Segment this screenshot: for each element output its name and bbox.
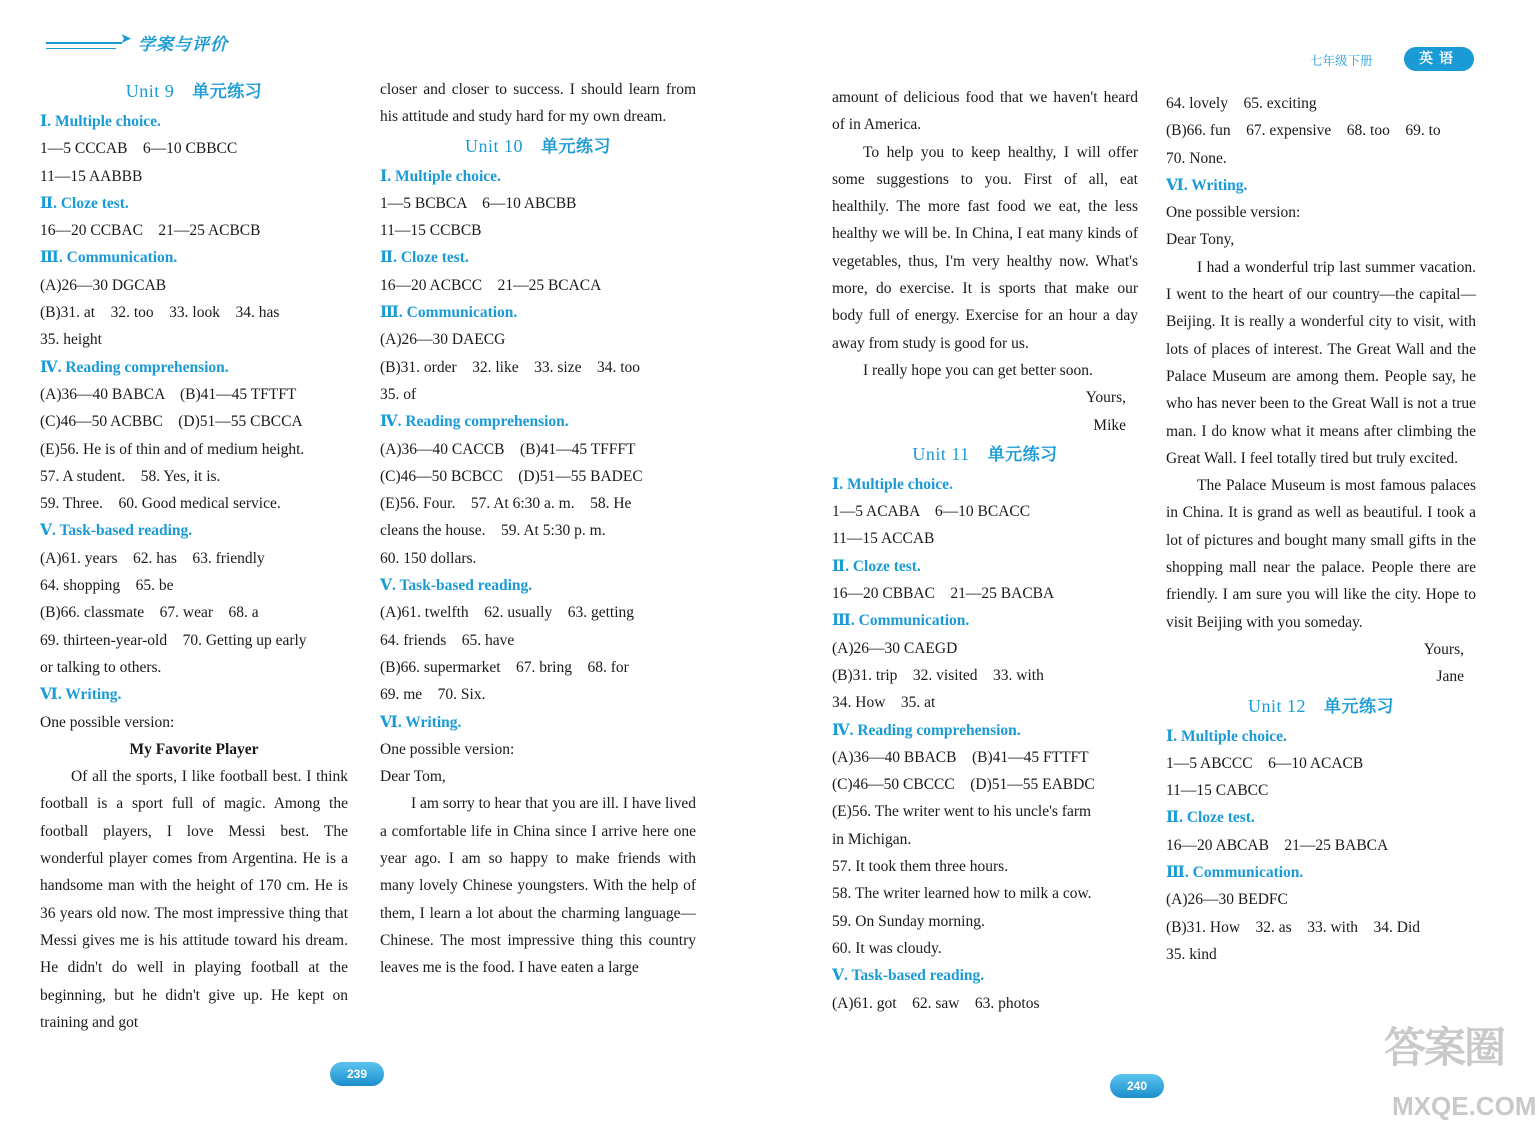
section-heading: Ⅴ. Task-based reading. — [832, 967, 985, 985]
answer-line: (C)46—50 CBCCC (D)51—55 EABDC — [832, 776, 1095, 794]
answer-line: (A)61. got 62. saw 63. photos — [832, 994, 1040, 1012]
section-heading: Ⅱ. Cloze test. — [40, 194, 129, 212]
letter-paragraph: The Palace Museum is most famous palaces in China. It is grand as well as beautiful. I took a lot of pictures and bought many small gifts in the shopping mall near the palace. People there are friendly. I am sure you will like the city. Hope to visit Beijing with you someday. — [1166, 477, 1476, 631]
section-heading: Ⅲ. Communication. — [1166, 864, 1304, 882]
answer-line: (C)46—50 BCBCC (D)51—55 BADEC — [380, 467, 643, 485]
answer-line: 11—15 AABBB — [40, 167, 143, 185]
answer-line: (A)26—30 BEDFC — [1166, 891, 1288, 909]
section-heading: Ⅰ. Multiple choice. — [40, 113, 161, 130]
answer-line: (A)61. years 62. has 63. friendly — [40, 549, 265, 567]
answer-line: 64. lovely 65. exciting — [1166, 95, 1317, 112]
answer-line: 58. The writer learned how to milk a cow. — [832, 885, 1092, 903]
answer-line: (A)61. twelfth 62. usually 63. getting — [380, 604, 634, 622]
arrow-icon: ➤ — [120, 31, 132, 47]
answer-line: 11—15 CABCC — [1166, 782, 1269, 800]
page-number-right: 240 — [1110, 1074, 1164, 1098]
answer-line: 60. It was cloudy. — [832, 939, 942, 957]
section-heading: Ⅵ. Writing. — [40, 686, 122, 704]
answer-line: 35. of — [380, 385, 417, 403]
answer-line: 1—5 BCBCA 6—10 ABCBB — [380, 194, 577, 212]
answer-line: 16—20 CBBAC 21—25 BACBA — [832, 585, 1055, 603]
unit-11-heading — [832, 439, 1138, 471]
section-heading: Ⅴ. Task-based reading. — [380, 577, 533, 595]
answer-line: (B)66. supermarket 67. bring 68. for — [380, 658, 629, 676]
answer-line: or talking to others. — [40, 658, 162, 676]
unit-title: Unit 11 — [912, 443, 970, 464]
answer-line: 59. Three. 60. Good medical service. — [40, 495, 281, 513]
section-heading: Ⅴ. Task-based reading. — [40, 522, 193, 540]
watermark-text: 答案圈 — [1384, 1023, 1505, 1072]
answer-line: One possible version: — [1166, 204, 1301, 222]
header-rule-thin — [46, 48, 116, 49]
page-number-left: 239 — [330, 1062, 384, 1086]
answer-line: 57. It took them three hours. — [832, 858, 1009, 876]
unit-9-heading — [40, 76, 348, 108]
answer-line: (E)56. Four. 57. At 6:30 a. m. 58. He — [380, 495, 632, 513]
answer-line: 16—20 ACBCC 21—25 BCACA — [380, 276, 602, 294]
section-heading: Ⅱ. Cloze test. — [832, 557, 921, 575]
section-heading: Ⅲ. Communication. — [832, 612, 970, 630]
answer-line: 1—5 ACABA 6—10 BCACC — [832, 503, 1031, 521]
letter-paragraph-continued: amount of delicious food that we haven't heard of in America. — [832, 89, 1138, 134]
unit-title: Unit 12 — [1247, 695, 1306, 716]
letter-paragraph: To help you to keep healthy, I will offer some suggestions to you. First of all, eat healthily. The more fast food we eat, the less healthy we will be. In China, I eat many kinds of vegetables, thus, I'm very healthy now. What's more, do exercise. It is sports that make our body full of energy. Exercise for an hour a day away from study is good for us. — [832, 143, 1138, 352]
section-heading: Ⅲ. Communication. — [40, 249, 178, 267]
answer-line: in Michigan. — [832, 830, 912, 848]
section-heading: Ⅱ. Cloze test. — [380, 249, 469, 267]
answer-line: One possible version: — [40, 713, 175, 731]
unit-subtitle: 单元练习 — [987, 444, 1058, 465]
section-heading: Ⅳ. Reading comprehension. — [380, 413, 569, 431]
answer-line: 1—5 ABCCC 6—10 ACACB — [1166, 754, 1364, 772]
column-2 — [380, 76, 696, 982]
answer-line: 34. How 35. at — [832, 694, 936, 712]
header-subject-badge: 英语 — [1404, 47, 1474, 71]
answer-line: 59. On Sunday morning. — [832, 912, 985, 930]
answer-line: 35. kind — [1166, 945, 1217, 963]
page-header-left — [46, 27, 256, 57]
answer-line: (B)31. trip 32. visited 33. with — [832, 666, 1044, 684]
column-4 — [1166, 90, 1476, 968]
section-heading: Ⅲ. Communication. — [380, 304, 518, 322]
unit-title: Unit 10 — [464, 135, 523, 156]
answer-line: 64. friends 65. have — [380, 631, 515, 649]
letter-paragraph: I had a wonderful trip last summer vacation. I went to the heart of our country—the capital—Beijing. It is really a wonderful city to visit, with lots of places of interest. The Great Wall and the Palace Museum are among them. People say, he who has never been to the Great Wall is not a true man. I do know what it means after climbing the Great Wall. I feel totally tired but truly excited. — [1166, 258, 1476, 467]
answer-line: 69. me 70. Six. — [380, 686, 486, 704]
answer-line: 60. 150 dollars. — [380, 549, 477, 567]
unit-12-heading — [1166, 691, 1476, 723]
letter-signature: Mike — [1093, 416, 1126, 434]
section-heading: Ⅵ. Writing. — [1166, 176, 1248, 194]
section-heading: Ⅱ. Cloze test. — [1166, 809, 1255, 827]
answer-line: 69. thirteen-year-old 70. Getting up early — [40, 631, 307, 649]
answer-line: (A)36—40 BBACB (B)41—45 FTTFT — [832, 748, 1089, 766]
answer-line: 16—20 ABCAB 21—25 BABCA — [1166, 836, 1389, 854]
answer-line: 1—5 CCCAB 6—10 CBBCC — [40, 140, 238, 158]
answer-line: 57. A student. 58. Yes, it is. — [40, 467, 221, 485]
unit-subtitle: 单元练习 — [192, 82, 263, 102]
answer-line: (A)36—40 CACCB (B)41—45 TFFFT — [380, 440, 636, 458]
answer-line: 64. shopping 65. be — [40, 577, 174, 595]
watermark-url: MXQE.COM — [1392, 1091, 1536, 1121]
answer-line: (B)31. How 32. as 33. with 34. Did — [1166, 918, 1421, 936]
letter-signature: Jane — [1436, 668, 1464, 686]
answer-line: (E)56. The writer went to his uncle's farm — [832, 803, 1092, 821]
unit-title: Unit 9 — [125, 81, 175, 101]
unit-subtitle: 单元练习 — [541, 136, 611, 157]
answer-line: (B)31. order 32. like 33. size 34. too — [380, 358, 641, 376]
answer-line: (A)26—30 CAEGD — [832, 639, 958, 657]
answer-line: 35. height — [40, 331, 102, 349]
answer-line: (A)26—30 DGCAB — [40, 276, 167, 294]
section-heading: Ⅳ. Reading comprehension. — [40, 358, 229, 376]
section-heading: Ⅰ. Multiple choice. — [832, 475, 953, 493]
header-book-title: 学案与评价 — [138, 35, 228, 55]
column-1 — [40, 76, 348, 1036]
answer-line: cleans the house. 59. At 5:30 p. m. — [380, 522, 606, 540]
answer-line: (A)26—30 DAECG — [380, 331, 506, 349]
unit-subtitle: 单元练习 — [1324, 696, 1394, 717]
section-heading: Ⅳ. Reading comprehension. — [832, 721, 1021, 739]
answer-line: One possible version: — [380, 740, 515, 758]
column-3 — [832, 84, 1138, 1017]
section-heading: Ⅰ. Multiple choice. — [380, 167, 501, 185]
answer-line: 11—15 CCBCB — [380, 222, 482, 240]
header-grade: 七年级下册 — [1310, 53, 1373, 68]
letter-salutation: Dear Tony, — [1166, 231, 1235, 249]
essay-paragraph-continued: closer and closer to success. I should learn from his attitude and study hard for my own dream. — [380, 81, 696, 126]
answer-line: (C)46—50 ACBBC (D)51—55 CBCCA — [40, 413, 303, 431]
watermark-logo — [1384, 1015, 1534, 1131]
answer-line: (B)66. fun 67. expensive 68. too 69. to — [1166, 122, 1441, 140]
answer-line: 11—15 ACCAB — [832, 530, 935, 548]
section-heading: Ⅵ. Writing. — [380, 713, 462, 731]
answer-line: (E)56. He is of thin and of medium height. — [40, 440, 305, 458]
section-heading: Ⅰ. Multiple choice. — [1166, 727, 1287, 745]
letter-paragraph: I am sorry to hear that you are ill. I have lived a comfortable life in China since I arrive here one year ago. I am so happy to make friends with many lovely Chinese youngsters. With the help of them, I learn a lot about the charming language—Chinese. The most impressive thing this country leaves me is the food. I have eaten a large — [380, 795, 696, 977]
header-rule — [46, 42, 122, 44]
essay-paragraph: Of all the sports, I like football best. I think football is a sport full of magic. Among the football players, I love Messi best. The wonderful player comes from Argentina. He is a handsome man with the height of 170 cm. He is 36 years old now. The most impressive thing that Messi gives me is his attitude toward his dream. He didn't do well in playing football at the beginning, but he didn't give up. He kept on training and got — [40, 768, 348, 1031]
answer-line: 16—20 CCBAC 21—25 ACBCB — [40, 222, 261, 240]
letter-closing: Yours, — [1423, 640, 1464, 658]
letter-paragraph: I really hope you can get better soon. — [863, 361, 1093, 379]
answer-line: 70. None. — [1166, 149, 1227, 167]
answer-line: (A)36—40 BABCA (B)41—45 TFTFT — [40, 385, 297, 403]
essay-title: My Favorite Player — [129, 740, 259, 758]
letter-closing: Yours, — [1085, 389, 1126, 407]
letter-salutation: Dear Tom, — [380, 768, 446, 786]
answer-line: (B)66. classmate 67. wear 68. a — [40, 604, 259, 622]
answer-line: (B)31. at 32. too 33. look 34. has — [40, 304, 280, 322]
unit-10-heading — [380, 131, 696, 163]
